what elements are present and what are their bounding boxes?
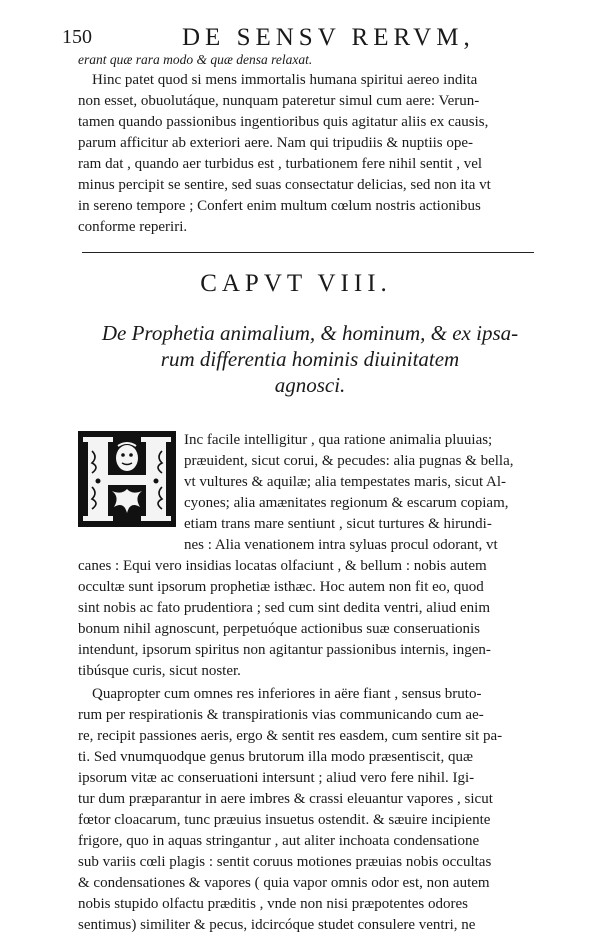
text-line: etiam trans mare sentiunt , sicut turtures & hirundi-: [184, 516, 492, 532]
chapter-title: [80, 320, 540, 398]
chapter-paragraph-1: [78, 430, 538, 682]
chapter-paragraph-2: [78, 684, 538, 936]
text-line: sentimus) similiter & pecus, idcircóque studet consulere ventri, ne: [78, 917, 476, 933]
text-line: re, recipit passiones aeris, ergo & sentit res easdem, cum sentire sit pa-: [78, 728, 503, 744]
chapter-heading: CAPVT VIII.: [200, 270, 392, 297]
text-line: sint nobis ac fato prudentiora ; sed cum sint dedita ventri, aliud enim: [78, 600, 490, 616]
text-line: & condensationes & vapores ( quia vapor omnis odor est, non autem: [78, 875, 490, 891]
text-line: rum per respirationis & transpirationis vias communicando cum ae-: [78, 707, 484, 723]
running-title: DE SENSV RERVM,: [182, 24, 475, 51]
text-line: ti. Sed vnumquodque genus brutorum illa modo præsentiscit, quæ: [78, 749, 473, 765]
text-line: Quapropter cum omnes res inferiores in aëre fiant , sensus bruto-: [92, 686, 482, 702]
text-line: vt vultures & aquilæ; alia tempestates maris, sicut Al-: [184, 474, 507, 490]
text-line: ram dat , quando aer turbidus est , turbationem fere nihil sentit , vel: [78, 156, 483, 172]
intro-paragraph: [78, 70, 538, 238]
text-line: intendunt, ipsorum spiritus non agitantur passionibus internis, ingen-: [78, 642, 491, 658]
text-line: occultæ sunt ipsorum prophetiæ isthæc. Hoc autem non fit eo, quod: [78, 579, 484, 595]
text-line: ipsorum vitæ ac conseruationi intersunt ; aliud vero fere nihil. Igi-: [78, 770, 475, 786]
text-line: nes : Alia venationem intra syluas procul odorant, vt: [184, 537, 498, 553]
text-line: bonum nihil agnoscunt, perpetuóque actionibus suæ conseruationis: [78, 621, 481, 637]
chapter-title-line: rum differentia hominis diuinitatem: [160, 347, 460, 371]
text-line: fœtor cloacarum, tunc præuius insuetus ostendit. & sæuire incipiente: [78, 812, 491, 828]
text-line: minus percipit se sentire, sed suas consectatur delicias, sed non ita vt: [78, 177, 491, 193]
text-line: nobis stupido olfactu præditis , vnde non nisi præpotentes odores: [78, 896, 468, 912]
chapter-title-line: De Prophetia animalium, & hominum, & ex ipsa-: [101, 321, 519, 345]
text-line: tur dum præparantur in aere imbres & crassi eleuantur vapores , sicut: [78, 791, 493, 807]
text-line: non esset, obuolutáque, nunquam pateretur simul cum aere: Verun-: [78, 93, 480, 109]
text-line: in sereno tempore ; Confert enim multum cœlum nostris actionibus: [78, 198, 481, 214]
text-line: conforme reperiri.: [78, 219, 188, 235]
text-line: canes : Equi vero insidias locatas olfaciunt , & bellum : nobis autem: [78, 558, 487, 574]
text-line: sub variis cœli plagis : sentit coruus motiones præuias nobis occultas: [78, 854, 492, 870]
text-line: parum afficitur ab exteriori aere. Nam qui tripudiis & nuptiis ope-: [78, 135, 474, 151]
text-line: tamen quando passionibus ingentioribus quis agitatur aliis ex causis,: [78, 114, 489, 130]
running-head: [62, 22, 552, 52]
text-line: cyones; alia amænitates regionum & escarum copiam,: [184, 495, 509, 511]
section-divider: [82, 252, 534, 253]
page-number: 150: [62, 26, 92, 48]
verse-line: erant quæ rara modo & quæ densa relaxat.: [78, 52, 313, 67]
chapter-title-line: agnosci.: [274, 373, 346, 397]
text-line: præuident, sicut corui, & pecudes: alia pugnas & bella,: [184, 453, 514, 469]
text-line: Hinc patet quod si mens immortalis humana spiritui aereo indita: [92, 72, 478, 88]
text-line: tibúsque curis, sicut noster.: [78, 663, 241, 679]
text-line: frigore, quo in aquas stringantur , aut aliter inchoata condensatione: [78, 833, 480, 849]
text-line: Inc facile intelligitur , qua ratione animalia pluuias;: [184, 432, 493, 448]
